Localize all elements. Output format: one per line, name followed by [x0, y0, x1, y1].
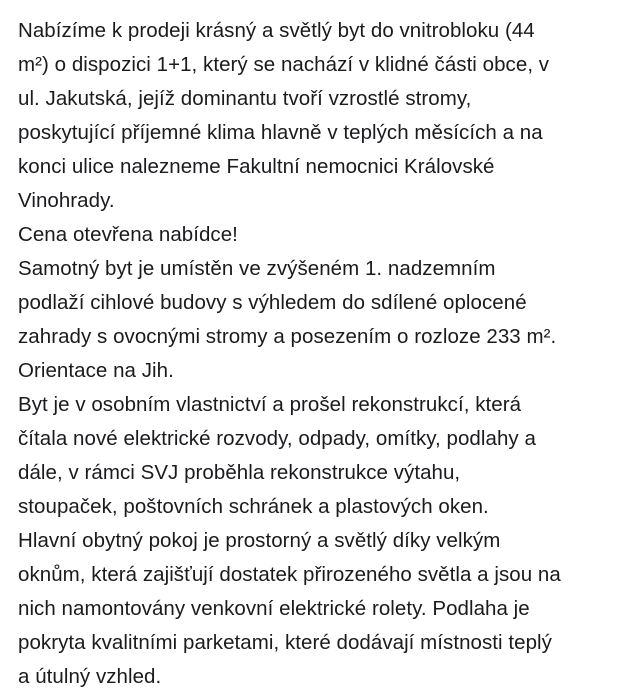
description-line: Byt je v osobním vlastnictví a prošel rekonstrukcí, která: [18, 393, 522, 416]
description-line: stoupaček, poštovních schránek a plastových oken.: [18, 495, 489, 518]
description-line: nich namontovány venkovní elektrické rolety. Podlaha je: [18, 597, 530, 620]
description-line: konci ulice nalezneme Fakultní nemocnici Královské: [18, 155, 495, 178]
description-line: m²) o dispozici 1+1, který se nachází v klidné části obce, v: [18, 53, 550, 76]
description-line: Orientace na Jih.: [18, 359, 174, 382]
description-line: oknům, která zajišťují dostatek přirozeného světla a jsou na: [18, 563, 561, 586]
description-line: Samotný byt je umístěn ve zvýšeném 1. nadzemním: [18, 257, 496, 280]
description-line: zahrady s ovocnými stromy a posezením o rozloze 233 m².: [18, 325, 557, 348]
listing-description: [18, 14, 638, 694]
description-line: dále, v rámci SVJ proběhla rekonstrukce výtahu,: [18, 461, 461, 484]
description-line: podlaží cihlové budovy s výhledem do sdílené oplocené: [18, 291, 527, 314]
description-line: a útulný vzhled.: [18, 665, 162, 688]
description-line: poskytující příjemné klima hlavně v teplých měsících a na: [18, 121, 543, 144]
description-line: ul. Jakutská, jejíž dominantu tvoří vzrostlé stromy,: [18, 87, 472, 110]
description-line: Cena otevřena nabídce!: [18, 223, 238, 246]
description-line: pokryta kvalitními parketami, které dodávají místnosti teplý: [18, 631, 552, 654]
description-line: čítala nové elektrické rozvody, odpady, omítky, podlahy a: [18, 427, 536, 450]
description-line: Vinohrady.: [18, 189, 115, 212]
description-line: Hlavní obytný pokoj je prostorný a světlý díky velkým: [18, 529, 501, 552]
description-line: Nabízíme k prodeji krásný a světlý byt do vnitrobloku (44: [18, 19, 535, 42]
